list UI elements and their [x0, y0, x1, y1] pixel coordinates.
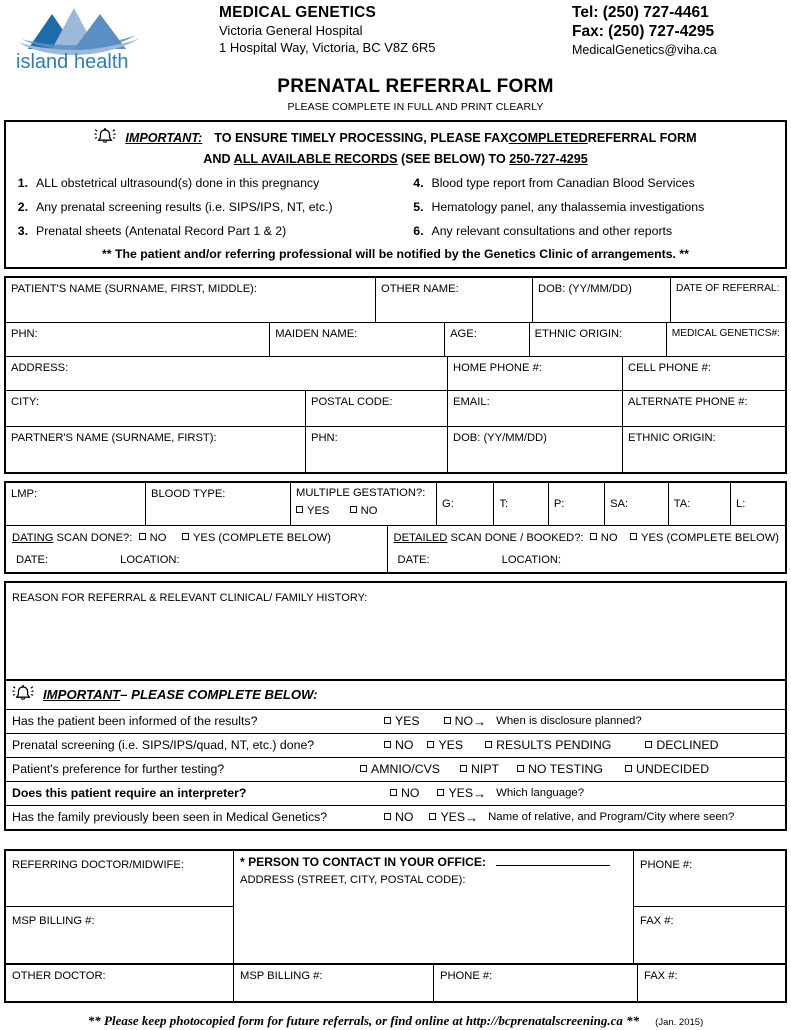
clinic-contact	[572, 2, 787, 58]
checkbox-previously-seen-yes[interactable]	[429, 810, 465, 824]
checkbox-label: NO TESTING	[528, 762, 603, 777]
detailed-scan-group	[388, 526, 786, 572]
list-item	[14, 220, 396, 244]
checkbox-icon[interactable]	[384, 813, 391, 820]
checkbox-icon[interactable]	[384, 741, 391, 748]
checkbox-icon[interactable]	[460, 765, 467, 772]
other-doctor-row	[4, 965, 787, 1003]
field-contact-person[interactable]	[234, 851, 634, 963]
question-options	[360, 762, 779, 776]
question-label: Has the patient been informed of the results?	[12, 714, 258, 729]
field-label: MULTIPLE GESTATION?:	[296, 486, 426, 499]
list-item-number: 4.	[413, 175, 424, 190]
field-date-of-referral[interactable]	[671, 278, 785, 322]
checkbox-label: NO	[395, 810, 414, 825]
field-label: FAX #:	[640, 914, 674, 927]
footer-revision-date: (Jan. 2015)	[655, 1016, 704, 1028]
patient-info-table	[4, 276, 787, 474]
checkbox-testing-amnio-cvs[interactable]	[360, 762, 440, 776]
field-maiden-name[interactable]	[270, 323, 445, 356]
field-medical-genetics-number[interactable]	[667, 323, 785, 356]
reason-for-referral-box[interactable]	[4, 581, 787, 681]
list-item-label: Blood type report from Canadian Blood Services	[431, 175, 695, 190]
field-label: ALTERNATE PHONE #:	[628, 395, 748, 408]
field-label: G:	[442, 497, 454, 510]
list-item-label: Hematology panel, any thalassemia investigations	[431, 199, 705, 214]
question-row-prenatal-screening	[6, 733, 785, 757]
question-row-interpreter	[6, 781, 785, 805]
field-email[interactable]	[448, 391, 623, 426]
field-other-doctor[interactable]	[6, 965, 234, 1001]
field-label: FAX #:	[644, 969, 678, 982]
field-label: CELL PHONE #:	[628, 361, 711, 374]
svg-text:health: health	[74, 51, 129, 70]
list-item-number: 6.	[413, 223, 424, 238]
contact-person-blank-line[interactable]	[496, 864, 610, 866]
field-label: ETHNIC ORIGIN:	[628, 431, 716, 444]
checkbox-icon[interactable]	[427, 741, 434, 748]
checkbox-label: NO	[600, 531, 618, 544]
field-address[interactable]	[6, 357, 448, 390]
field-msp-billing[interactable]	[6, 907, 233, 963]
question-options	[390, 786, 779, 801]
questions-header-rest: – PLEASE COMPLETE BELOW:	[120, 686, 318, 702]
important-text-b: REFERRAL FORM	[587, 131, 697, 145]
detailed-scan-question	[394, 531, 780, 546]
field-referring-fax[interactable]	[634, 907, 785, 963]
important-line2-a: AND	[203, 152, 234, 166]
field-other-phone[interactable]	[434, 965, 638, 1001]
important-line-1	[14, 127, 777, 150]
dating-scan-question	[12, 531, 381, 546]
dating-scan-details	[12, 553, 381, 568]
dating-underline-label: DATING	[12, 531, 54, 544]
table-row	[6, 357, 785, 391]
checkbox-label: YES	[307, 504, 330, 517]
checkbox-icon[interactable]	[485, 741, 492, 748]
list-item-number: 2.	[17, 199, 28, 214]
checkbox-detailed-scan-yes[interactable]	[630, 532, 779, 544]
field-gravida-p[interactable]	[549, 483, 605, 525]
question-label: Does this patient require an interpreter?	[12, 786, 247, 801]
field-label[interactable]: DATE:	[16, 553, 49, 566]
field-age[interactable]	[445, 323, 529, 356]
checkbox-label: YES (COMPLETE BELOW)	[640, 531, 779, 544]
field-label: PHN:	[311, 431, 338, 444]
form-header	[4, 0, 787, 74]
field-label: ADDRESS:	[11, 361, 69, 374]
question-label: Patient's preference for further testing?	[12, 762, 225, 777]
list-item-number: 1.	[17, 175, 28, 190]
field-label: AGE:	[450, 327, 477, 340]
arrow-icon: →	[473, 785, 487, 801]
contact-person-text: * PERSON TO CONTACT IN YOUR OFFICE:	[240, 854, 486, 869]
checkbox-label: NO	[454, 714, 474, 729]
field-referring-doctor[interactable]	[6, 851, 233, 907]
checkbox-label: NIPT	[471, 762, 500, 777]
important-line2-b: (SEE BELOW) TO	[397, 152, 510, 166]
contact-person-label	[240, 855, 627, 869]
checkbox-icon[interactable]	[429, 813, 436, 820]
checkbox-icon[interactable]	[350, 506, 357, 513]
checkbox-informed-no[interactable]	[444, 714, 473, 728]
field-label: POSTAL CODE:	[311, 395, 393, 408]
field-label: PARTNER'S NAME (SURNAME, FIRST):	[11, 431, 217, 444]
field-cell-phone[interactable]	[623, 357, 785, 390]
checkbox-label: UNDECIDED	[635, 762, 710, 777]
field-blood-type[interactable]	[146, 483, 291, 525]
dating-rest-label: SCAN DONE?:	[53, 531, 133, 544]
list-item-label: Any prenatal screening results (i.e. SIPS/IPS, NT, etc.)	[36, 199, 333, 214]
field-label[interactable]: LOCATION:	[501, 553, 562, 566]
field-gravida-sa[interactable]	[605, 483, 669, 525]
checkbox-multiple-gestation-yes[interactable]	[296, 505, 329, 517]
checkbox-label: NO	[401, 786, 420, 801]
field-label: MEDICAL GENETICS#:	[671, 327, 781, 339]
checkbox-multiple-gestation-no[interactable]	[350, 505, 378, 517]
checkbox-screening-yes[interactable]	[427, 738, 463, 752]
clinic-name: MEDICAL GENETICS	[219, 4, 377, 21]
list-item-label: ALL obstetrical ultrasound(s) done in this pregnancy	[36, 175, 320, 190]
important-line2-records: ALL AVAILABLE RECORDS	[233, 152, 398, 166]
checkbox-screening-no[interactable]	[384, 738, 413, 752]
list-item	[410, 220, 778, 244]
field-label: MAIDEN NAME:	[275, 327, 358, 340]
field-label: PHN:	[11, 327, 38, 340]
important-list-left	[14, 172, 396, 244]
checkbox-informed-yes[interactable]	[384, 714, 420, 728]
field-label: PHONE #:	[640, 858, 693, 871]
field-label: DATE OF REFERRAL:	[676, 282, 780, 294]
detailed-underline-label: DETAILED	[393, 531, 448, 544]
field-label: L:	[736, 497, 746, 510]
field-label[interactable]: DATE:	[397, 553, 430, 566]
checkbox-icon[interactable]	[182, 533, 189, 540]
checkbox-icon[interactable]	[630, 533, 637, 540]
field-label: PATIENT'S NAME (SURNAME, FIRST, MIDDLE):	[11, 282, 257, 295]
field-partner-ethnic-origin[interactable]	[623, 427, 785, 472]
checkbox-label: YES	[448, 786, 474, 801]
field-partner-dob[interactable]	[448, 427, 623, 472]
important-notice-box	[4, 120, 787, 269]
field-label: DOB: (YY/MM/DD)	[538, 282, 632, 295]
list-item	[410, 196, 778, 220]
question-row-previously-seen	[6, 805, 785, 829]
checkbox-label: AMNIO/CVS	[371, 762, 441, 777]
field-label: P:	[553, 497, 565, 510]
field-label: HOME PHONE #:	[453, 361, 542, 374]
list-item	[410, 172, 778, 196]
field-label: CITY:	[11, 395, 39, 408]
important-list-right	[396, 172, 778, 244]
checkbox-previously-seen-no[interactable]	[384, 810, 413, 824]
important-requirements-list	[14, 172, 777, 244]
important-footnote: ** The patient and/or referring professional will be notified by the Genetics Clinic of arrangements. **	[102, 246, 689, 261]
field-partner-phn[interactable]	[306, 427, 448, 472]
page-subtitle: PLEASE COMPLETE IN FULL AND PRINT CLEARLY	[287, 101, 544, 113]
question-note: When is disclosure planned?	[496, 715, 642, 728]
table-row	[6, 483, 785, 526]
checkbox-icon[interactable]	[517, 765, 524, 772]
field-label: EMAIL:	[453, 395, 490, 408]
field-label: MSP BILLING #:	[12, 914, 95, 927]
question-label: Prenatal screening (i.e. SIPS/IPS/quad, NT, etc.) done?	[12, 738, 315, 753]
field-label[interactable]: LOCATION:	[120, 553, 180, 566]
checkbox-testing-undecided[interactable]	[625, 762, 709, 776]
question-options	[384, 714, 779, 729]
field-referring-phone[interactable]	[634, 851, 785, 907]
important-label: IMPORTANT:	[125, 131, 203, 145]
checkbox-label: YES	[438, 738, 464, 753]
checkbox-icon[interactable]	[590, 533, 597, 540]
field-label: OTHER DOCTOR:	[12, 969, 106, 982]
questions-header-underline: IMPORTANT	[43, 686, 121, 702]
field-label: SA:	[610, 497, 629, 510]
checkbox-icon[interactable]	[625, 765, 632, 772]
clinic-fax: Fax: (250) 727-4295	[572, 22, 715, 40]
checkbox-icon[interactable]	[645, 741, 652, 748]
field-other-msp-billing[interactable]	[234, 965, 434, 1001]
question-note: Which language?	[496, 787, 585, 800]
table-row	[6, 323, 785, 357]
field-city[interactable]	[6, 391, 306, 426]
field-other-name[interactable]	[376, 278, 533, 322]
important-line-2	[14, 150, 777, 169]
field-gravida-l[interactable]	[731, 483, 785, 525]
field-alternate-phone[interactable]	[623, 391, 785, 426]
clinic-info	[209, 2, 572, 56]
page-title: PRENATAL REFERRAL FORM	[277, 76, 554, 97]
checkbox-label: NO	[149, 531, 167, 544]
list-item-label: Any relevant consultations and other reports	[431, 223, 673, 238]
list-item	[14, 172, 396, 196]
arrow-icon: →	[473, 713, 487, 729]
questions-header	[6, 681, 785, 709]
table-row	[6, 391, 785, 427]
checkbox-icon[interactable]	[360, 765, 367, 772]
multiple-gestation-options	[296, 505, 431, 517]
clinic-hospital: Victoria General Hospital	[219, 22, 363, 38]
list-item-label: Prenatal sheets (Antenatal Record Part 1 & 2)	[36, 223, 287, 238]
list-item-number: 3.	[17, 223, 28, 238]
important-fax-number: 250-727-4295	[509, 152, 588, 166]
field-label: DOB: (YY/MM/DD)	[453, 431, 547, 444]
checkbox-testing-no-testing[interactable]	[517, 762, 603, 776]
reason-for-referral-label: REASON FOR REFERRAL & RELEVANT CLINICAL/ FAMILY HISTORY:	[12, 591, 368, 604]
field-phn[interactable]	[6, 323, 270, 356]
list-item-number: 5.	[413, 199, 424, 214]
referring-left-column	[6, 851, 234, 963]
checkbox-icon[interactable]	[437, 789, 444, 796]
checkbox-dating-scan-yes[interactable]	[182, 532, 331, 544]
referring-provider-table	[4, 849, 787, 965]
field-postal-code[interactable]	[306, 391, 448, 426]
question-row-informed-of-results	[6, 709, 785, 733]
contact-address-label: ADDRESS (STREET, CITY, POSTAL CODE):	[240, 873, 466, 886]
field-gravida-t[interactable]	[494, 483, 548, 525]
table-row	[6, 427, 785, 472]
field-lmp[interactable]	[6, 483, 146, 525]
field-gravida-ta[interactable]	[669, 483, 731, 525]
table-row	[6, 278, 785, 323]
checkbox-dating-scan-no[interactable]	[139, 532, 167, 544]
checkbox-label: RESULTS PENDING	[496, 738, 612, 753]
field-label: OTHER NAME:	[381, 282, 459, 295]
checkbox-icon[interactable]	[390, 789, 397, 796]
field-label: MSP BILLING #:	[240, 969, 323, 982]
field-dob[interactable]	[533, 278, 671, 322]
checkbox-interpreter-no[interactable]	[390, 786, 419, 800]
checkbox-interpreter-yes[interactable]	[437, 786, 473, 800]
clinic-email: MedicalGenetics@viha.ca	[572, 42, 717, 57]
footer-text: ** Please keep photocopied form for future referrals, or find online at http://bcprenatalscreening.ca **	[87, 1012, 640, 1028]
field-label: BLOOD TYPE:	[151, 487, 226, 500]
detailed-scan-details	[394, 553, 780, 568]
detailed-rest-label: SCAN DONE / BOOKED?:	[447, 531, 584, 544]
field-patient-name[interactable]	[6, 278, 376, 322]
field-label: TA:	[673, 497, 691, 510]
dating-scan-group	[6, 526, 388, 572]
checkbox-label: NO	[360, 504, 378, 517]
important-text-a: TO ENSURE TIMELY PROCESSING, PLEASE FAX	[214, 131, 509, 145]
checkbox-label: NO	[395, 738, 414, 753]
svg-text:island: island	[16, 51, 69, 70]
field-label: PHONE #:	[440, 969, 493, 982]
checkbox-icon[interactable]	[296, 506, 303, 513]
important-text-completed: COMPLETED	[508, 131, 588, 145]
checkbox-screening-declined[interactable]	[645, 738, 718, 752]
table-row	[6, 526, 785, 572]
field-partner-name[interactable]	[6, 427, 306, 472]
question-row-testing-preference	[6, 757, 785, 781]
alarm-bell-icon	[94, 127, 118, 150]
checkbox-label: YES	[395, 714, 420, 729]
clinic-tel: Tel: (250) 727-4461	[572, 4, 709, 21]
field-home-phone[interactable]	[448, 357, 623, 390]
field-gravida-g[interactable]	[437, 483, 494, 525]
question-options	[384, 738, 779, 752]
checkbox-icon[interactable]	[444, 717, 451, 724]
question-options	[384, 810, 779, 825]
island-health-logo-icon	[12, 2, 162, 70]
checkbox-label: YES	[440, 810, 466, 825]
field-ethnic-origin[interactable]	[530, 323, 667, 356]
field-label: ETHNIC ORIGIN:	[534, 327, 623, 340]
island-health-logo	[4, 2, 209, 70]
checkbox-icon[interactable]	[384, 717, 391, 724]
question-label: Has the family previously been seen in Medical Genetics?	[12, 810, 328, 825]
checkbox-label: YES (COMPLETE BELOW)	[192, 531, 331, 544]
field-other-fax[interactable]	[638, 965, 785, 1001]
field-label: LMP:	[11, 487, 38, 500]
list-item	[14, 196, 396, 220]
checkbox-testing-nipt[interactable]	[460, 762, 499, 776]
alarm-bell-icon	[12, 684, 36, 705]
checkbox-icon[interactable]	[139, 533, 146, 540]
checkbox-label: DECLINED	[656, 738, 719, 753]
field-label: REFERRING DOCTOR/MIDWIFE:	[12, 858, 184, 871]
field-multiple-gestation[interactable]	[291, 483, 437, 525]
arrow-icon: →	[465, 809, 479, 825]
field-label: T:	[499, 497, 509, 510]
referring-right-column	[634, 851, 785, 963]
form-footer	[4, 1012, 787, 1030]
checkbox-detailed-scan-no[interactable]	[590, 532, 618, 544]
question-note: Name of relative, and Program/City where seen?	[488, 811, 735, 824]
obstetric-history-table	[4, 481, 787, 574]
checkbox-screening-results-pending[interactable]	[485, 738, 611, 752]
clinic-address: 1 Hospital Way, Victoria, BC V8Z 6R5	[219, 39, 436, 55]
questions-table	[4, 681, 787, 831]
